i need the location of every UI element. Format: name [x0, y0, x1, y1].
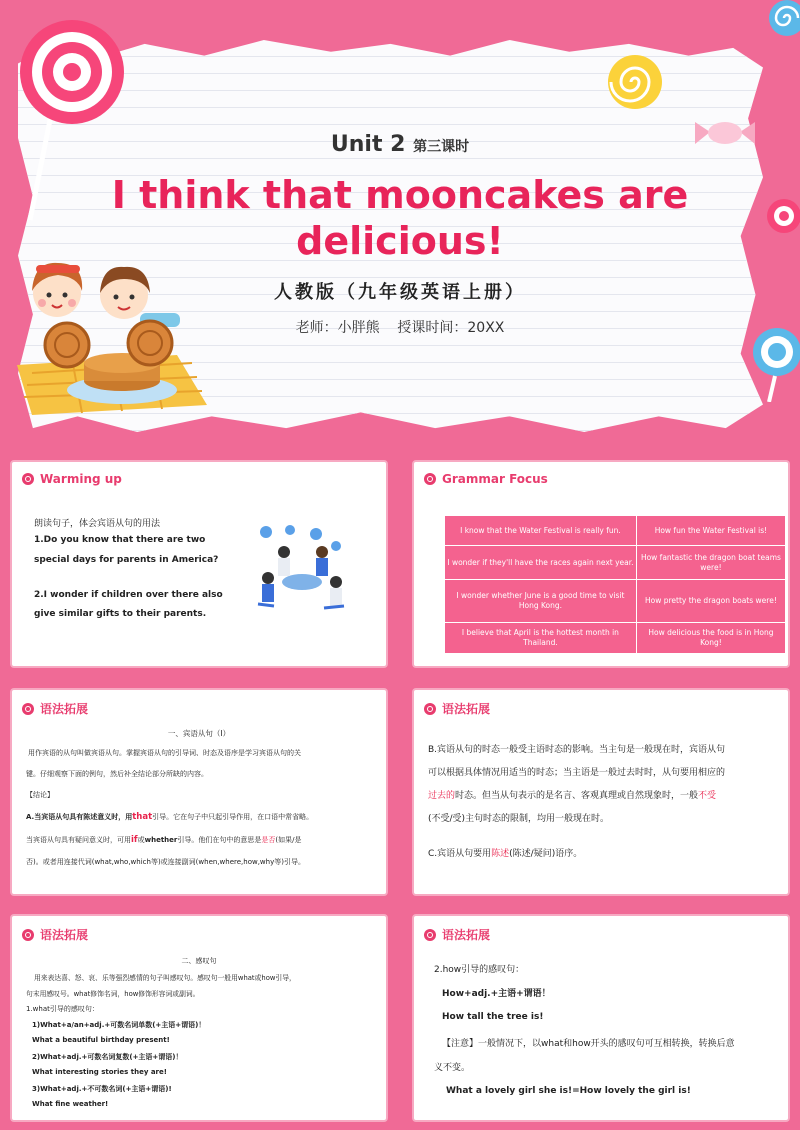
section-title [424, 926, 490, 943]
example-line: What fine weather! [32, 1100, 109, 1108]
paragraph-line: 键。仔细观察下面的例句，然后补全结论部分所缺的内容。 [26, 770, 208, 778]
rule-a [26, 812, 313, 822]
paragraph-line: 句末用感叹号。what修饰名词，how修饰形容词或副词。 [26, 990, 200, 998]
cover-title [90, 172, 710, 264]
paragraph-line: (不受/受)主句时态的限制，均用一般现在时。 [428, 814, 610, 824]
cover-title-line2: delicious! [296, 219, 504, 263]
section-title-text: 语法拓展 [442, 702, 491, 716]
warming-intro: 朗读句子，体会宾语从句的用法 [34, 519, 161, 529]
paragraph-line: 用作宾语的从句叫做宾语从句。掌握宾语从句的引导词、时态及语序是学习宾语从句的关 [28, 749, 301, 757]
section-title-text: Warming up [40, 472, 122, 486]
target-icon [424, 703, 436, 715]
target-icon [22, 473, 34, 485]
keyword-whether: whether [144, 836, 178, 844]
table-row [445, 516, 786, 546]
rule-c-pre: C.宾语从句要用 [428, 849, 492, 859]
grammar-extension-card [412, 688, 790, 896]
example-line: What interesting stories they are! [32, 1068, 167, 1076]
table-cell: How fun the Water Festival is! [636, 516, 785, 546]
section-title [22, 926, 88, 943]
table-cell: How delicious the food is in Hong Kong! [636, 623, 785, 654]
keyword-if: if [131, 835, 138, 845]
warming-up-slide [0, 450, 398, 678]
section-title [424, 472, 548, 486]
section-heading: 二、感叹句 [181, 957, 217, 965]
table-row [445, 623, 786, 654]
note-line: 【注意】一般情况下，以what和how开头的感叹句可互相转换，转换后意 [442, 1039, 735, 1049]
edition-label: 人教版（九年级英语上册） [274, 282, 526, 303]
blue-candy-icon [765, 0, 800, 45]
table-cell: How pretty the dragon boats were! [636, 580, 785, 623]
note-line: 义不变。 [434, 1063, 471, 1073]
section-title-text: 语法拓展 [40, 702, 89, 716]
question-1-line2: special days for parents in America? [34, 555, 219, 565]
discussion-group-illustration [244, 522, 354, 612]
warming-up-card [10, 460, 388, 668]
rule-c-post: (陈述/疑问)语序。 [509, 849, 583, 859]
grammar-extension-card [10, 688, 388, 896]
section-title-text: 语法拓展 [40, 928, 89, 942]
paragraph-line: B.宾语从句的时态一般受主语时态的影响。当主句是一般现在时，宾语从句 [428, 745, 726, 755]
conclusion-label: 【结论】 [26, 791, 54, 799]
what-heading: 1.what引导的感叹句： [26, 1005, 99, 1013]
grammar-focus-card [412, 460, 790, 668]
section-heading: 一、宾语从句（Ⅰ） [167, 729, 231, 738]
example-line: How tall the tree is! [442, 1012, 544, 1022]
grammar-focus-slide [402, 450, 800, 678]
grammar-extension-slide-1 [0, 680, 398, 906]
example-line: What a beautiful birthday present! [32, 1036, 170, 1044]
keyword-shifou: 是否 [261, 836, 276, 844]
target-icon [22, 929, 34, 941]
table-row [445, 580, 786, 623]
rule-a-pre: A.当宾语从句具有陈述意义时，用 [26, 813, 133, 821]
unit-label [0, 132, 800, 157]
how-heading: 2.how引导的感叹句： [434, 965, 525, 975]
rule-b [26, 835, 301, 845]
section-title [22, 700, 88, 717]
rule-line: How+adj.+主语+谓语！ [442, 989, 551, 999]
rule-c: 否)。或者用连接代词(what,who,which等)或连接副词(when,where,how,why等)引导。 [26, 858, 305, 866]
cover-slide [0, 0, 800, 448]
paragraph-line [428, 788, 716, 801]
grammar-extension-card [10, 914, 388, 1122]
rule-b-mid: 引导。他们在句中的意思是 [177, 836, 262, 844]
target-icon [424, 473, 436, 485]
teacher-time: 老师：小胖熊 授课时间：20XX [295, 320, 505, 336]
question-1-line1: 1.Do you know that there are two [34, 535, 206, 545]
section-title [22, 472, 122, 486]
unit-number: Unit 2 [330, 132, 406, 157]
grammar-extension-slide-4 [402, 908, 800, 1130]
paragraph-line: 用来表达喜、怒、哀、乐等强烈感情的句子叫感叹句。感叹句一般用what或how引导， [34, 974, 296, 982]
keyword-that: that [132, 812, 153, 822]
example-line: What a lovely girl she is!=How lovely the girl is! [446, 1086, 691, 1096]
table-cell: I wonder whether June is a good time to visit Hong Kong. [445, 580, 637, 623]
grammar-extension-slide-2 [402, 680, 800, 906]
table-cell: I believe that April is the hottest month in Thailand. [445, 623, 637, 654]
paragraph-line: 可以根据具体情况用适当的时态；当主语是一般过去时时，从句要用相应的 [428, 768, 726, 778]
rule-b-pre: 当宾语从句具有疑问意义时，可用 [26, 836, 131, 844]
table-cell: I know that the Water Festival is really fun. [445, 516, 637, 546]
cover-title-line1: I think that mooncakes are [111, 173, 689, 217]
rule-line: 1)What+a/an+adj.+可数名词单数(+主语+谓语)！ [32, 1021, 206, 1029]
question-2-line2: give similar gifts to their parents. [34, 609, 207, 619]
question-2-line1: 2.I wonder if children over there also [34, 590, 223, 600]
keyword-past: 过去的 [428, 791, 456, 801]
table-cell: How fantastic the dragon boat teams were! [636, 546, 785, 580]
section-title-text: 语法拓展 [442, 928, 491, 942]
target-icon [22, 703, 34, 715]
rule-line: 2)What+adj.+可数名词复数(+主语+谓语)！ [32, 1053, 183, 1061]
grammar-extension-slide-3 [0, 908, 398, 1130]
grammar-table [444, 515, 786, 654]
section-title-text: Grammar Focus [442, 472, 548, 486]
rule-b-or: 或 [137, 836, 145, 844]
rule-a-post: 引导。它在句子中只起引导作用，在口语中常省略。 [152, 813, 314, 821]
grammar-extension-card [412, 914, 790, 1122]
keyword-declarative: 陈述 [491, 849, 510, 859]
line-text: 时态。但当从句表示的是名言、客观真理或自然现象时，一般 [455, 791, 699, 801]
pink-candy-icon [762, 192, 800, 242]
keyword-not-affected: 不受 [698, 791, 717, 801]
rule-b-post: (如果/是 [275, 836, 302, 844]
section-title [424, 700, 490, 717]
table-row [445, 546, 786, 580]
lesson-label: 第三课时 [413, 139, 470, 155]
yellow-candy-icon [605, 52, 665, 112]
rule-c [428, 846, 582, 859]
target-icon [424, 929, 436, 941]
table-cell: I wonder if they'll have the races again next year. [445, 546, 637, 580]
rule-line: 3)What+adj.+不可数名词(+主语+谓语)! [32, 1085, 172, 1093]
